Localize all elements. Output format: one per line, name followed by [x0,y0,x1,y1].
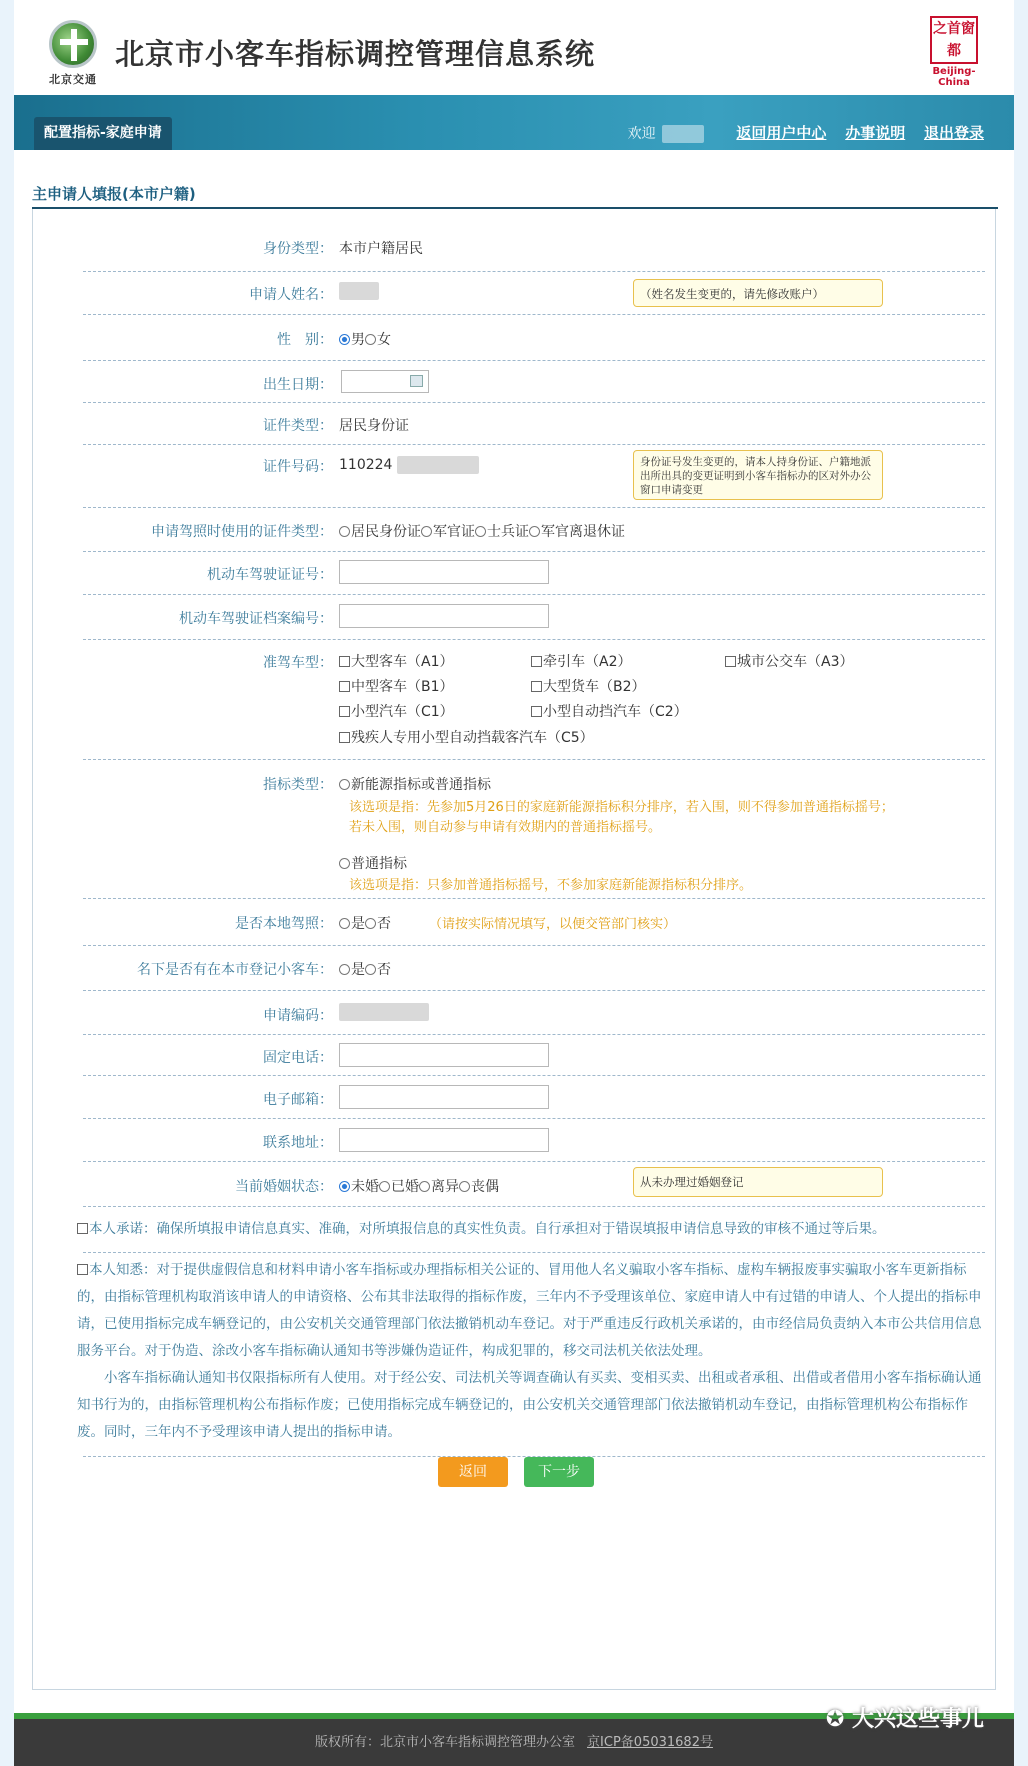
system-title: 北京市小客车指标调控管理信息系统 [115,37,596,71]
name-value [339,282,379,300]
phone-label: 固定电话： [263,1050,333,1066]
quota-nev-radio[interactable] [339,779,350,790]
vehicle-b1-checkbox[interactable] [339,681,350,692]
quota-note1-line1: 该选项是指：先参加5月26日的家庭新能源指标积分排序，若入围，则不得参加普通指标摇号； [349,800,894,815]
license-cert-id-label: 居民身份证 [351,524,421,540]
row-address [83,1118,985,1162]
cert-no-label: 证件号码： [263,459,333,475]
license-file-input[interactable] [339,604,549,628]
row-marital [83,1161,985,1207]
logo-left-text: 北京交通 [49,73,97,86]
row-license-cert [83,507,985,552]
vehicle-c1-checkbox[interactable] [339,706,350,717]
username-redacted [662,125,704,143]
quota-opt2 [339,853,407,873]
logo-right-text: Beijing-China [932,66,976,88]
back-to-user-center-link[interactable]: 返回用户中心 [736,124,827,142]
vehicle-b2-label: 大型货车（B2） [543,679,646,695]
cert-type-label: 证件类型： [263,418,333,434]
local-license-note: （请按实际情况填写，以便交管部门核实） [429,917,677,932]
license-cert-officer-label: 军官证 [433,524,475,540]
email-label: 电子邮箱： [263,1092,333,1108]
notice-checkbox[interactable] [77,1264,88,1275]
promise-checkbox[interactable] [77,1223,88,1234]
cert-no-prefix: 110224 [339,457,393,473]
own-car-yes-label: 是 [351,962,365,978]
watermark-text: 大兴这些事儿 [851,1707,984,1732]
name-redacted [339,282,379,300]
quota-normal-label: 普通指标 [351,856,407,872]
own-car-options [339,959,391,979]
wechat-icon: ✪ [825,1707,852,1732]
gender-female-label: 女 [377,332,391,348]
license-cert-id-radio[interactable] [339,526,350,537]
notice-paragraph-2: 小客车指标确认通知书仅限指标所有人使用。对于经公安、司法机关等调查确认有买卖、变相买卖、出租或者承租、出借或者借用小客车指标确认通知书行为的，由指标管理机构公布指标作废；已使用指标完成车辆登记的，由公安机关交通管理部门依法撤销机动车登记，由指标管理机构公布指标作废。同时，三年内不予受理该申请人提出的指标申请。 [77,1370,982,1440]
gender-options [339,329,391,349]
quota-normal-radio[interactable] [339,858,350,869]
license-no-input[interactable] [339,560,549,584]
row-id-type [83,238,985,272]
id-type-label: 身份类型： [263,241,333,257]
own-car-no-radio[interactable] [365,964,376,975]
beijing-transport-logo [42,20,104,88]
vehicle-c5-label: 残疾人专用小型自动挡载客汽车（C5） [351,730,594,746]
row-phone [83,1034,985,1076]
marital-widowed-radio[interactable] [459,1181,470,1192]
id-type-value: 本市户籍居民 [339,241,423,257]
promise-label: 本人承诺：确保所填报申请信息真实、准确，对所填报信息的真实性负责。自行承担对于错误填报申请信息导致的审核不通过等后果。 [89,1221,886,1237]
logo-emblem-icon [49,20,97,68]
vehicle-c2-checkbox[interactable] [531,706,542,717]
own-car-no-label: 否 [377,962,391,978]
own-car-yes-radio[interactable] [339,964,350,975]
notice-p1: 本人知悉：对于提供虚假信息和材料申请小客车指标或办理指标相关公证的、冒用他人名义骗取小客车指标、虚构车辆报废事实骗取小客车更新指标的，由指标管理机构取消该申请人的申请资格、公布其非法取得的指标作废，三年内不予受理该单位、家庭申请人中有过错的申请人、个人提出的指标申请，已使用指标完成车辆登记的，由公安机关交通管理部门依法撤销机动车登记。对于严重违反行政机关承诺的，由市经信局负责纳入本市公共信用信息服务平台。对于伪造、涂改小客车指标确认通知书等涉嫌伪造证件，构成犯罪的，移交司法机关依法处理。 [77,1262,982,1359]
vehicle-a3-checkbox[interactable] [725,656,736,667]
vehicle-c2-label: 小型自动挡汽车（C2） [543,704,688,720]
app-code-label: 申请编码： [263,1008,333,1024]
row-app-code [83,990,985,1035]
notice-text [77,1257,985,1446]
email-input[interactable] [339,1085,549,1109]
marital-single-label: 未婚 [351,1179,379,1195]
vehicle-a1-label: 大型客车（A1） [351,654,454,670]
cert-no-tip: 身份证号发生变更的，请本人持身份证、户籍地派出所出具的变更证明到小客车指标办的区对外办公窗口申请变更 [633,450,883,500]
calendar-icon[interactable] [410,375,423,387]
watermark [826,1702,984,1733]
license-cert-retired-radio[interactable] [529,526,540,537]
vehicle-c2 [531,701,688,721]
local-license-yes-radio[interactable] [339,918,350,929]
quota-note2: 该选项是指：只参加普通指标摇号，不参加家庭新能源指标积分排序。 [349,878,753,893]
seal-char-2: 首 [947,21,961,37]
vehicle-a3-label: 城市公交车（A3） [737,654,854,670]
vehicle-a1 [339,651,453,671]
vehicle-b2-checkbox[interactable] [531,681,542,692]
license-cert-soldier-radio[interactable] [475,526,486,537]
seal-char-1: 之 [933,21,947,37]
tab-family-application[interactable]: 配置指标-家庭申请 [34,117,172,150]
row-license-file [83,594,985,640]
quota-nev-label: 新能源指标或普通指标 [351,777,491,793]
form-panel [32,209,996,1690]
quota-opt1 [339,774,491,794]
marital-tip: 从未办理过婚姻登记 [633,1167,883,1197]
name-label: 申请人姓名： [249,287,333,303]
vehicle-b2 [531,676,646,696]
license-cert-retired-label: 军官离退休证 [541,524,625,540]
marital-widowed-label: 丧偶 [471,1179,499,1195]
app-code-value [339,1003,429,1021]
row-own-car [83,945,985,991]
license-cert-soldier-label: 士兵证 [487,524,529,540]
capital-window-seal [930,16,978,64]
marital-label: 当前婚姻状态： [235,1179,333,1195]
address-input[interactable] [339,1128,549,1152]
marital-married-label: 已婚 [391,1179,419,1195]
row-cert-type [83,402,985,445]
license-cert-options [339,521,625,541]
gender-label: 性 别： [277,332,333,348]
row-gender [83,314,985,361]
back-button[interactable]: 返回 [438,1457,508,1487]
instructions-link[interactable]: 办事说明 [845,124,906,142]
section-title: 主申请人填报(本市户籍) [32,185,196,203]
license-file-label: 机动车驾驶证档案编号： [179,611,333,627]
cert-no-value [339,456,479,474]
vehicle-b1 [339,676,454,696]
cert-no-redacted [397,456,479,474]
vehicle-a2-label: 牵引车（A2） [543,654,632,670]
local-license-no-label: 否 [377,916,391,932]
name-tip: （姓名发生变更的，请先修改账户） [633,279,883,307]
row-local-license [83,898,985,946]
local-license-yes-label: 是 [351,916,365,932]
row-birth [83,360,985,403]
cert-type-value: 居民身份证 [339,418,409,434]
vehicle-c1-label: 小型汽车（C1） [351,704,454,720]
promise-text [77,1216,977,1243]
marital-married-radio[interactable] [379,1181,390,1192]
vehicle-b1-label: 中型客车（B1） [351,679,454,695]
phone-input[interactable] [339,1043,549,1067]
row-email [83,1075,985,1119]
gender-male-label: 男 [351,332,365,348]
welcome-text: 欢迎 [627,126,656,142]
marital-single-radio[interactable] [339,1181,350,1192]
row-license-no [83,551,985,595]
local-license-label: 是否本地驾照： [235,916,333,932]
vehicle-a2 [531,651,631,671]
vehicle-a3 [725,651,853,671]
own-car-label: 名下是否有在本市登记小客车： [137,962,333,978]
birth-date-input[interactable] [341,370,429,393]
nav-bar [14,95,1014,150]
footer-copyright: 版权所有：北京市小客车指标调控管理办公室 [315,1735,576,1750]
vehicle-label: 准驾车型： [263,655,333,671]
user-links [628,117,984,150]
app-code-redacted [339,1003,429,1021]
license-cert-officer-radio[interactable] [421,526,432,537]
marital-divorced-label: 离异 [431,1179,459,1195]
notice-paragraph-1 [77,1257,985,1365]
local-license-options [339,913,676,933]
vehicle-a2-checkbox[interactable] [531,656,542,667]
vehicle-a1-checkbox[interactable] [339,656,350,667]
row-vehicle [83,639,985,760]
local-license-no-radio[interactable] [365,918,376,929]
vehicle-c5 [339,727,594,747]
row-quota [83,759,985,899]
next-step-button[interactable]: 下一步 [524,1457,594,1487]
vehicle-c5-checkbox[interactable] [339,732,350,743]
vehicle-c1 [339,701,454,721]
row-name [83,271,985,315]
quota-note1-line2: 若未入围，则自动参与申请有效期内的普通指标摇号。 [349,820,662,835]
marital-options [339,1176,499,1196]
seal-char-4: 都 [947,43,961,59]
seal-char-3: 窗 [961,21,975,37]
icp-link[interactable]: 京ICP备05031682号 [587,1735,713,1750]
page [14,0,1014,1766]
license-cert-label: 申请驾照时使用的证件类型： [151,524,333,540]
quota-label: 指标类型： [263,777,333,793]
address-label: 联系地址： [263,1135,333,1151]
marital-divorced-radio[interactable] [419,1181,430,1192]
logout-link[interactable]: 退出登录 [923,124,984,142]
birth-label: 出生日期： [263,377,333,393]
header [14,0,1014,95]
gender-female-radio[interactable] [365,334,376,345]
capital-window-logo [924,16,984,88]
gender-male-radio[interactable] [339,334,350,345]
license-no-label: 机动车驾驶证证号： [207,567,333,583]
row-cert-no [83,444,985,508]
